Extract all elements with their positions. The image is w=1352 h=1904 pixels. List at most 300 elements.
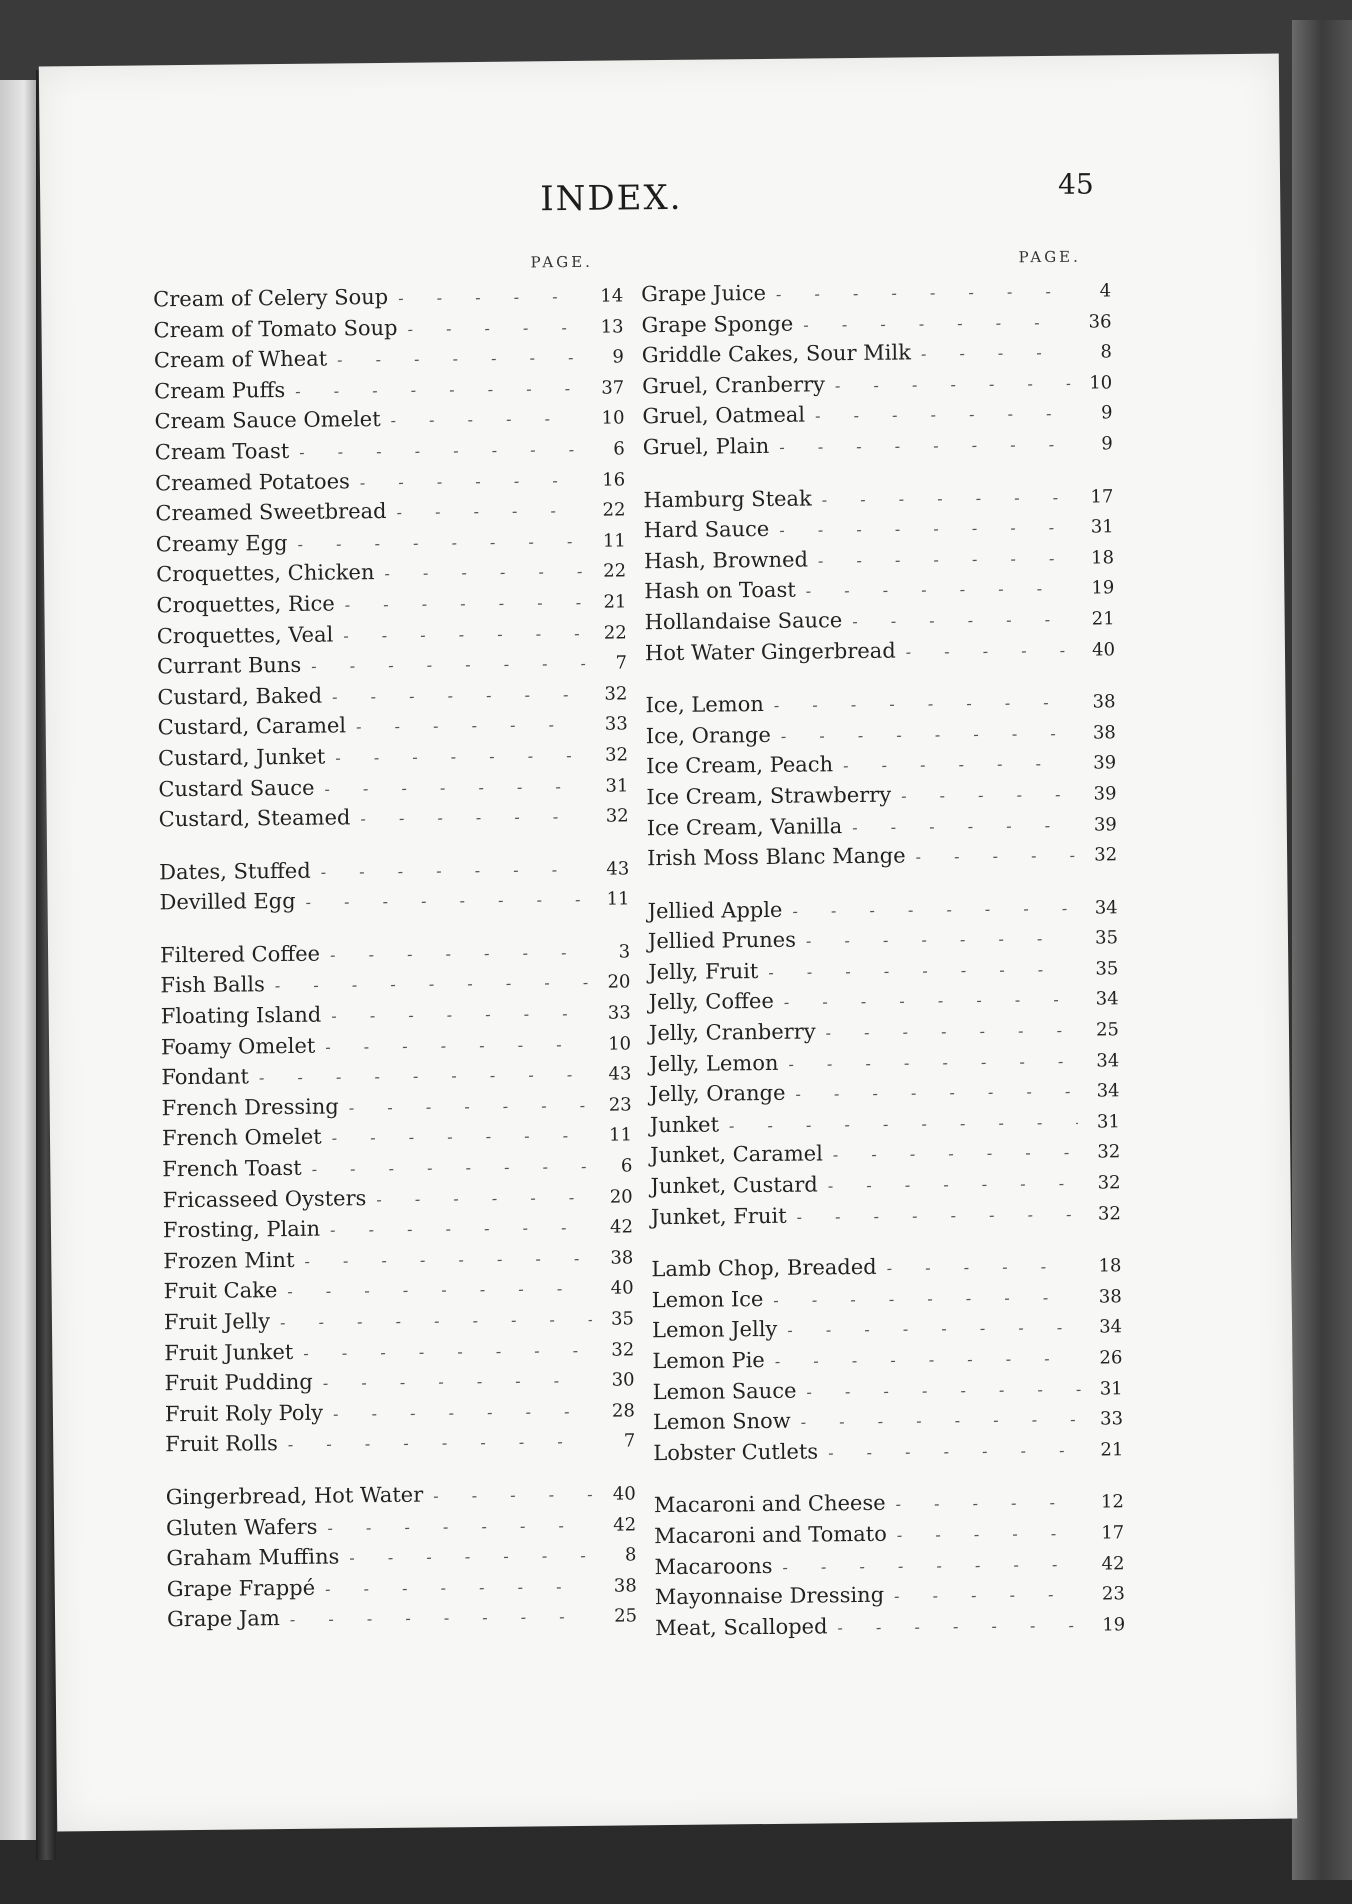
entry-page-number: 10 — [608, 1033, 632, 1055]
entry-label: Jelly, Coffee — [648, 989, 774, 1015]
dot-leader — [765, 1349, 1081, 1371]
index-column-right — [641, 247, 1126, 1646]
index-entry — [164, 1367, 634, 1403]
dot-leader — [321, 1004, 589, 1026]
entry-page-number: 31 — [1096, 1111, 1121, 1133]
dot-leader — [280, 1607, 595, 1629]
index-entry — [162, 1122, 632, 1158]
dot-leader — [301, 654, 585, 676]
entry-label: Cream of Wheat — [153, 346, 328, 373]
index-entry — [652, 1344, 1122, 1380]
entry-label: Ice, Orange — [645, 722, 771, 748]
index-entry — [653, 1436, 1123, 1472]
entry-page-number: 21 — [603, 591, 627, 613]
entry-label: Junket — [649, 1112, 720, 1138]
index-entry — [642, 400, 1112, 436]
dot-leader — [772, 1554, 1082, 1576]
dot-leader — [823, 1143, 1079, 1165]
entry-label: Dates, Stuffed — [159, 858, 311, 885]
index-entry — [160, 969, 630, 1005]
entry-page-number: 35 — [1094, 927, 1119, 949]
index-entry — [161, 999, 631, 1035]
index-entry — [159, 855, 629, 891]
dot-leader — [877, 1257, 1080, 1278]
index-entry — [165, 1428, 635, 1464]
index-entry — [162, 1091, 632, 1127]
page-title: INDEX. — [540, 177, 683, 220]
entry-page-number: 32 — [611, 1338, 635, 1361]
entry-label: Fruit Rolls — [165, 1431, 278, 1457]
entry-page-number: 31 — [1090, 516, 1114, 538]
index-entry — [648, 925, 1118, 961]
index-entry — [646, 750, 1116, 786]
entry-label: Griddle Cakes, Sour Milk — [641, 340, 912, 368]
entry-page-number: 14 — [600, 285, 624, 307]
entry-label: Frosting, Plain — [162, 1216, 321, 1243]
entry-label: Croquettes, Rice — [156, 591, 335, 618]
index-entry — [642, 369, 1112, 405]
dot-leader — [884, 1585, 1083, 1606]
index-entry — [648, 955, 1118, 991]
index-entry — [644, 575, 1114, 611]
entry-label: Fruit Pudding — [164, 1369, 313, 1396]
index-entry — [654, 1519, 1124, 1555]
index-entry — [644, 513, 1114, 549]
dot-leader — [805, 404, 1071, 426]
entry-page-number: 3 — [618, 941, 631, 963]
index-entry — [163, 1183, 633, 1219]
entry-page-number: 31 — [1099, 1377, 1123, 1400]
entry-label: Creamy Egg — [155, 530, 288, 557]
entry-page-number: 42 — [609, 1216, 634, 1238]
dot-leader — [769, 518, 1072, 540]
entry-page-number: 40 — [1091, 638, 1116, 661]
index-entry — [155, 435, 625, 471]
dot-leader — [325, 746, 586, 768]
index-entry — [647, 841, 1117, 877]
entry-label: Grape Jam — [166, 1606, 280, 1632]
entry-label: Mayonnaise Dressing — [654, 1582, 885, 1610]
entry-page-number: 19 — [1102, 1614, 1126, 1636]
index-entry — [643, 430, 1113, 466]
entry-page-number: 22 — [603, 621, 627, 644]
dot-leader — [278, 1432, 594, 1454]
entry-page-number: 32 — [605, 805, 629, 827]
entry-page-number: 21 — [1091, 608, 1115, 630]
entry-page-number: 32 — [605, 744, 629, 766]
entry-label: Gruel, Plain — [642, 433, 770, 460]
index-entry — [158, 741, 628, 777]
entry-label: Lamb Chop, Breaded — [651, 1255, 877, 1282]
index-entry — [163, 1244, 633, 1280]
entry-label: French Dressing — [161, 1094, 339, 1121]
entry-page-number: 17 — [1090, 485, 1114, 508]
dot-leader — [896, 640, 1073, 661]
entry-label: Gingerbread, Hot Water — [165, 1482, 424, 1510]
dot-leader — [388, 287, 581, 308]
entry-label: Jellied Apple — [647, 897, 783, 923]
dot-leader — [296, 890, 588, 912]
dot-leader — [313, 1371, 593, 1393]
dot-leader — [350, 470, 583, 491]
dot-leader — [285, 379, 582, 401]
entry-label: French Toast — [162, 1155, 302, 1182]
page-number: 45 — [1057, 167, 1094, 201]
entry-label: Fricasseed Oysters — [162, 1185, 367, 1212]
dot-leader — [423, 1485, 594, 1506]
entry-label: Ice Cream, Vanilla — [646, 813, 843, 840]
index-entry — [166, 1480, 636, 1516]
entry-page-number: 19 — [1091, 577, 1115, 599]
dot-leader — [287, 532, 583, 554]
index-entry — [157, 619, 627, 655]
entry-page-number: 23 — [608, 1094, 632, 1116]
entry-label: Grape Frappé — [166, 1575, 316, 1602]
dot-leader — [302, 1157, 591, 1179]
index-entry — [155, 466, 625, 502]
entry-label: Lemon Sauce — [652, 1378, 797, 1404]
entry-page-number: 12 — [1100, 1491, 1124, 1513]
entry-label: Gruel, Cranberry — [642, 372, 826, 399]
entry-page-number: 20 — [607, 971, 631, 994]
index-entry — [161, 1030, 631, 1066]
entry-page-number: 4 — [1099, 280, 1112, 302]
entry-label: Devilled Egg — [159, 889, 296, 915]
dot-leader — [842, 610, 1073, 631]
dot-leader — [333, 623, 585, 645]
entry-page-number: 39 — [1093, 813, 1117, 836]
dot-leader — [777, 1318, 1080, 1340]
entry-page-number: 34 — [1095, 988, 1119, 1010]
entry-page-number: 38 — [613, 1575, 637, 1597]
entry-label: Grape Sponge — [641, 311, 794, 337]
entry-label: Junket, Caramel — [650, 1141, 823, 1168]
entry-label: Gruel, Oatmeal — [642, 402, 806, 429]
dot-leader — [277, 1279, 591, 1301]
entry-label: Ice, Lemon — [645, 692, 764, 718]
entry-label: Hollandaise Sauce — [644, 608, 843, 635]
index-entry — [651, 1252, 1121, 1288]
dot-leader — [320, 1218, 591, 1240]
dot-leader — [322, 685, 585, 707]
index-entry — [655, 1580, 1125, 1616]
index-entry — [156, 558, 626, 594]
dot-leader — [317, 1515, 594, 1537]
dot-leader — [315, 1577, 595, 1599]
index-entry — [654, 1550, 1124, 1586]
entry-page-number: 42 — [1101, 1552, 1125, 1575]
entry-label: Lemon Pie — [652, 1348, 765, 1374]
entry-page-number: 31 — [605, 774, 629, 797]
entry-page-number: 25 — [1095, 1019, 1120, 1041]
entry-label: Croquettes, Veal — [156, 622, 334, 648]
dot-leader — [842, 815, 1075, 836]
index-entry — [649, 1016, 1119, 1052]
entry-label: Junket, Fruit — [650, 1203, 787, 1229]
dot-leader — [327, 348, 582, 370]
entry-page-number: 33 — [607, 1002, 631, 1024]
entry-page-number: 39 — [1093, 783, 1117, 805]
dot-leader — [793, 312, 1069, 334]
dot-leader — [785, 1082, 1077, 1104]
index-entry — [159, 886, 629, 922]
entry-label: Lemon Snow — [652, 1408, 791, 1435]
entry-page-number: 8 — [1100, 341, 1112, 363]
entry-label: Hard Sauce — [643, 517, 770, 543]
dot-leader — [778, 1051, 1077, 1073]
entry-page-number: 34 — [1094, 896, 1118, 919]
entry-page-number: 35 — [610, 1308, 635, 1330]
entry-page-number: 33 — [1099, 1408, 1124, 1430]
entry-label: Ice Cream, Strawberry — [646, 782, 892, 810]
entry-page-number: 25 — [614, 1605, 638, 1627]
dot-leader — [346, 715, 586, 737]
entry-page-number: 40 — [610, 1277, 634, 1300]
entry-label: Hamburg Steak — [643, 486, 812, 512]
index-entry — [154, 374, 624, 410]
entry-label: Jelly, Fruit — [648, 958, 759, 985]
entry-page-number: 33 — [604, 713, 628, 735]
entry-page-number: 32 — [1097, 1172, 1121, 1194]
entry-page-number: 9 — [1101, 433, 1113, 455]
dot-leader — [314, 776, 586, 798]
index-entry — [166, 1542, 636, 1578]
dot-leader — [386, 501, 583, 522]
index-entry — [161, 1061, 631, 1097]
entry-page-number: 34 — [1096, 1080, 1120, 1102]
column-header: PAGE. — [530, 252, 593, 272]
index-entry — [649, 986, 1119, 1022]
entry-page-number: 32 — [604, 683, 628, 705]
index-entry — [649, 1047, 1119, 1083]
dot-leader — [374, 562, 584, 583]
entry-label: Ice Cream, Peach — [646, 752, 834, 779]
entry-label: Fondant — [161, 1064, 250, 1090]
dot-leader — [891, 785, 1075, 806]
index-page — [39, 54, 1297, 1832]
entry-label: Fish Balls — [160, 972, 265, 998]
dot-leader — [763, 1288, 1080, 1310]
entry-page-number: 38 — [610, 1247, 634, 1269]
dot-leader — [796, 929, 1076, 951]
dot-leader — [774, 990, 1077, 1012]
entry-page-number: 23 — [1101, 1583, 1125, 1605]
entry-page-number: 18 — [1090, 547, 1115, 569]
index-entry — [155, 497, 625, 533]
entry-label: Macaroni and Tomato — [654, 1521, 887, 1549]
index-entry — [163, 1214, 633, 1250]
index-entry — [645, 636, 1115, 672]
entry-label: Hot Water Gingerbread — [644, 638, 896, 665]
entry-label: Grape Juice — [641, 280, 767, 307]
entry-label: Custard, Baked — [157, 683, 323, 710]
index-entry — [641, 277, 1111, 313]
dot-leader — [339, 1096, 590, 1118]
index-entry — [157, 650, 627, 686]
dot-leader — [887, 1524, 1083, 1545]
entry-page-number: 22 — [602, 499, 626, 521]
dot-leader — [766, 282, 1069, 304]
entry-label: Lobster Cutlets — [653, 1439, 819, 1465]
dot-leader — [323, 1402, 593, 1424]
entry-label: Jelly, Lemon — [649, 1050, 779, 1076]
dot-leader — [249, 1065, 590, 1088]
index-entry — [650, 1139, 1120, 1175]
dot-leader — [764, 693, 1074, 715]
index-entry — [164, 1305, 634, 1341]
entry-page-number: 38 — [1092, 691, 1116, 713]
dot-leader — [905, 846, 1075, 867]
entry-label: Cream of Celery Soup — [153, 284, 389, 312]
dot-leader — [818, 1440, 1081, 1462]
index-entry — [643, 483, 1113, 519]
dot-leader — [719, 1113, 1078, 1136]
index-entry — [166, 1511, 636, 1547]
entry-page-number: 34 — [1096, 1049, 1120, 1072]
index-entry — [642, 339, 1112, 375]
dot-leader — [322, 1126, 591, 1148]
entry-label: Cream Sauce Omelet — [154, 407, 381, 434]
entry-label: Fruit Cake — [163, 1278, 278, 1304]
index-entry — [159, 802, 629, 838]
book-cover-edge — [1292, 20, 1352, 1880]
entry-page-number: 17 — [1101, 1522, 1125, 1544]
dot-leader — [289, 440, 583, 462]
entry-label: Creamed Potatoes — [155, 468, 350, 495]
entry-page-number: 8 — [624, 1544, 637, 1566]
index-entry — [649, 1078, 1119, 1114]
entry-page-number: 22 — [603, 560, 627, 583]
dot-leader — [812, 487, 1072, 509]
dot-leader — [833, 754, 1074, 776]
index-entry — [160, 938, 630, 974]
index-entry — [153, 313, 623, 349]
entry-label: Custard, Caramel — [157, 713, 347, 740]
index-entry — [154, 405, 624, 441]
entry-label: Gluten Wafers — [165, 1514, 318, 1540]
entry-label: Jelly, Cranberry — [648, 1019, 816, 1046]
entry-page-number: 6 — [613, 438, 625, 460]
index-entry — [164, 1336, 634, 1372]
dot-leader — [320, 943, 588, 965]
index-entry — [647, 811, 1117, 847]
index-entry — [157, 680, 627, 716]
dot-leader — [827, 1615, 1083, 1637]
dot-leader — [796, 579, 1073, 601]
index-entry — [648, 894, 1118, 930]
dot-leader — [366, 1187, 590, 1208]
index-entry — [165, 1397, 635, 1433]
index-entry — [641, 308, 1111, 344]
index-entry — [652, 1283, 1122, 1319]
entry-label: Custard, Steamed — [158, 805, 351, 832]
entry-label: Lemon Jelly — [651, 1317, 778, 1343]
dot-leader — [886, 1493, 1082, 1514]
index-entry — [156, 527, 626, 563]
entry-label: Fruit Jelly — [163, 1309, 271, 1335]
entry-label: Custard Sauce — [158, 775, 315, 801]
entry-label: Cream Toast — [154, 438, 290, 465]
entry-label: Jelly, Orange — [649, 1081, 786, 1107]
entry-page-number: 36 — [1088, 310, 1112, 333]
entry-page-number: 13 — [600, 316, 624, 338]
entry-page-number: 38 — [1092, 722, 1116, 744]
entry-page-number: 18 — [1098, 1255, 1122, 1277]
entry-page-number: 39 — [1093, 752, 1117, 774]
dot-leader — [339, 1546, 594, 1568]
entry-page-number: 34 — [1099, 1316, 1123, 1338]
dot-leader — [315, 1034, 589, 1056]
entry-page-number: 38 — [1098, 1286, 1122, 1308]
entry-label: Foamy Omelet — [160, 1033, 316, 1059]
entry-page-number: 32 — [1097, 1141, 1121, 1163]
index-entry — [651, 1200, 1121, 1236]
dot-leader — [350, 807, 586, 828]
dot-leader — [294, 1249, 591, 1271]
index-entry — [153, 282, 623, 318]
dot-leader — [825, 374, 1070, 396]
entry-label: Lemon Ice — [651, 1286, 764, 1313]
entry-page-number: 7 — [623, 1430, 636, 1452]
entry-label: Fruit Junket — [164, 1339, 294, 1365]
dot-leader — [270, 1310, 592, 1332]
entry-label: Graham Muffins — [166, 1544, 340, 1571]
index-entry — [653, 1405, 1123, 1441]
entry-page-number: 10 — [601, 407, 625, 430]
entry-page-number: 26 — [1099, 1347, 1123, 1369]
dot-leader — [816, 1021, 1078, 1043]
entry-label: Cream of Tomato Soup — [153, 315, 398, 342]
index-entry — [644, 544, 1114, 580]
index-entry — [167, 1572, 637, 1608]
entry-label: Fruit Roly Poly — [164, 1400, 324, 1427]
entry-label: Meat, Scalloped — [655, 1614, 828, 1640]
dot-leader — [782, 898, 1075, 920]
entry-label: Filtered Coffee — [159, 941, 321, 968]
entry-page-number: 11 — [602, 530, 626, 552]
index-entry — [158, 711, 628, 747]
dot-leader — [381, 409, 583, 430]
entry-page-number: 43 — [606, 858, 630, 880]
entry-label: Creamed Sweetbread — [155, 499, 387, 526]
entry-label: Custard, Junket — [157, 744, 326, 771]
entry-page-number: 20 — [609, 1186, 633, 1208]
entry-page-number: 21 — [1100, 1439, 1124, 1461]
index-entry — [650, 1108, 1120, 1144]
index-entry — [653, 1375, 1123, 1411]
entry-label: Macaroni and Cheese — [653, 1491, 886, 1518]
dot-leader — [808, 548, 1072, 570]
entry-label: Currant Buns — [156, 652, 302, 679]
entry-page-number: 11 — [609, 1124, 633, 1147]
left-page-edge — [0, 80, 40, 1840]
entry-list — [153, 282, 637, 1638]
index-column-left — [153, 252, 637, 1638]
dot-leader — [265, 973, 589, 995]
index-entry — [655, 1611, 1125, 1647]
entry-page-number: 11 — [606, 888, 630, 910]
entry-page-number: 16 — [602, 468, 626, 491]
index-entry — [164, 1275, 634, 1311]
column-header: PAGE. — [1018, 247, 1081, 267]
entry-label: Junket, Custard — [650, 1172, 818, 1199]
index-entry — [156, 588, 626, 624]
entry-page-number: 28 — [611, 1400, 636, 1422]
dot-leader — [911, 343, 1070, 364]
dot-leader — [335, 593, 585, 615]
index-entry — [652, 1314, 1122, 1350]
index-entry — [646, 780, 1116, 816]
